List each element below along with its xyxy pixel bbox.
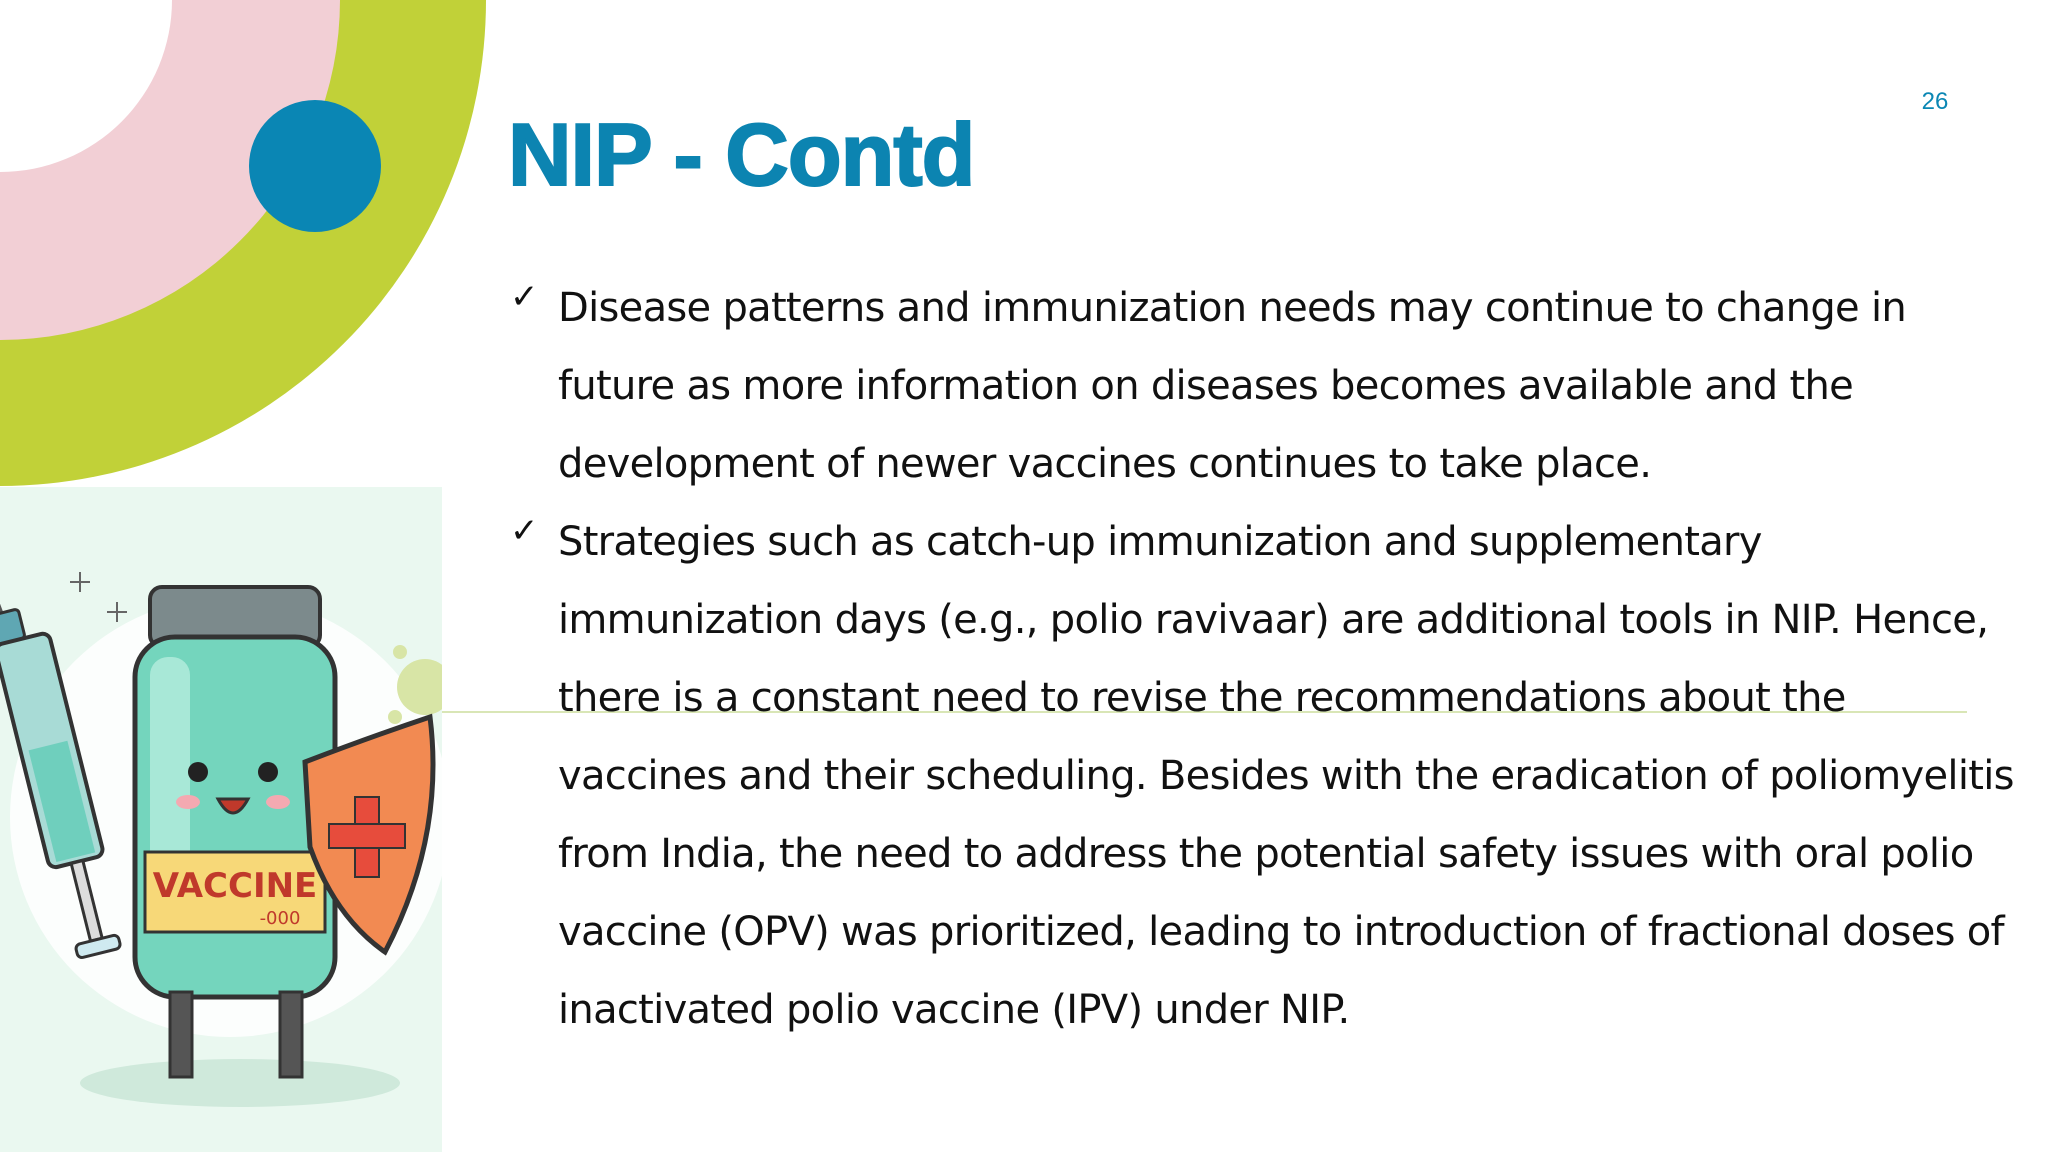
vaccine-illustration — [0, 487, 442, 1152]
decorative-arcs — [0, 0, 490, 490]
bullet-text: Strategies such as catch-up immunization and supplementary immunization days (e.g., polio ravivaar) are additional tools in NIP. Hence, there is a constant need to revise the recommendations about the vaccines and their scheduling. Besides with the eradication of poliomyelitis from India, the need to address the potential safety issues with oral polio vaccine (OPV) was prioritized, leading to introduction of fractional doses of inactivated polio vaccine (IPV) under NIP. — [558, 519, 2014, 1033]
bullet-item — [510, 503, 2020, 1049]
bullet-text: Disease patterns and immunization needs may continue to change in future as more information on diseases becomes available and the development of newer vaccines continues to take place. — [558, 285, 1907, 487]
checkmark-icon: ✓ — [510, 277, 538, 317]
bottle-label: VACCINE — [152, 866, 318, 906]
bottle-sublabel: -000 — [259, 908, 301, 929]
slide-title: NIP - Contd — [508, 105, 975, 204]
sparkle-icon — [70, 572, 127, 622]
bullet-item — [510, 269, 2020, 503]
vaccine-mascot-image — [0, 487, 442, 1152]
page-number: 26 — [1921, 88, 1949, 115]
checkmark-icon: ✓ — [510, 511, 538, 551]
blue-circle — [249, 100, 381, 232]
bullet-list — [510, 269, 2020, 1049]
